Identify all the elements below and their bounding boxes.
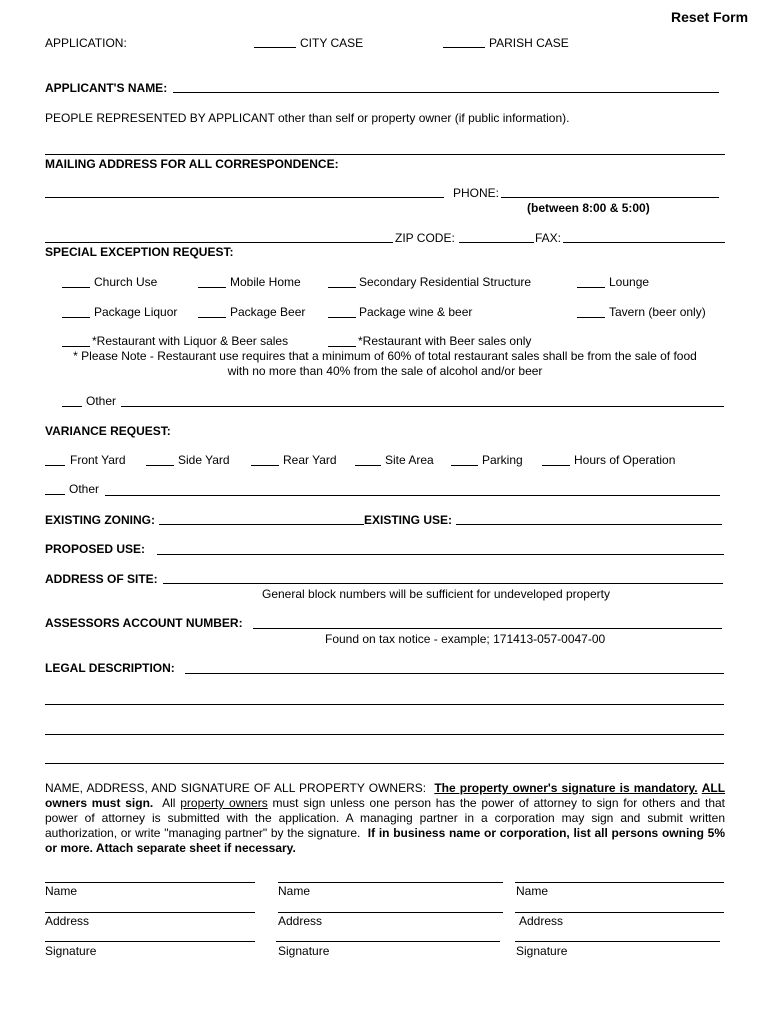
mailing-address-field-2[interactable] bbox=[45, 242, 393, 243]
owner1-name-label: Name bbox=[45, 884, 78, 898]
lounge-label: Lounge bbox=[609, 275, 650, 289]
owners-property-owners: property owners bbox=[180, 796, 268, 810]
owner2-name-label: Name bbox=[278, 884, 311, 898]
restaurant-note-line-2: with no more than 40% from the sale of alcohol and/or beer bbox=[227, 364, 543, 378]
hours-checkbox[interactable] bbox=[542, 454, 570, 466]
existing-use-field[interactable] bbox=[456, 524, 722, 525]
zip-code-label: ZIP CODE: bbox=[395, 231, 455, 245]
owner1-address-field[interactable] bbox=[45, 912, 255, 913]
church-use-checkbox[interactable] bbox=[62, 276, 90, 288]
owner3-signature-label: Signature bbox=[516, 944, 568, 958]
fax-field[interactable] bbox=[563, 242, 725, 243]
variance-other-checkbox[interactable] bbox=[45, 483, 65, 495]
site-area-checkbox[interactable] bbox=[355, 454, 381, 466]
owner3-address-label: Address bbox=[519, 914, 564, 928]
restaurant-liquor-beer-checkbox[interactable] bbox=[62, 335, 90, 347]
proposed-use-label: PROPOSED USE: bbox=[45, 542, 146, 556]
restaurant-note-line-1: * Please Note - Restaurant use requires that a minimum of 60% of total restaurant sales shall be from the sale of food bbox=[73, 349, 697, 363]
tavern-checkbox[interactable] bbox=[577, 306, 605, 318]
site-address-field[interactable] bbox=[163, 583, 723, 584]
special-other-field[interactable] bbox=[121, 406, 724, 407]
church-use-label: Church Use bbox=[94, 275, 158, 289]
legal-description-field-4[interactable] bbox=[45, 763, 724, 764]
legal-description-field-1[interactable] bbox=[185, 673, 724, 674]
owners-rest: must sign unless one person has the power of attorney to sign for others and that power of attorney is submitted with the application. A managing partner in a corporation may sign and submit written authorization, or write "managing partner" by the signature. bbox=[45, 796, 725, 840]
parking-label: Parking bbox=[482, 453, 523, 467]
parking-checkbox[interactable] bbox=[451, 454, 478, 466]
package-wine-beer-label: Package wine & beer bbox=[359, 305, 473, 319]
rear-yard-checkbox[interactable] bbox=[251, 454, 279, 466]
lounge-checkbox[interactable] bbox=[577, 276, 605, 288]
parish-case-field[interactable] bbox=[443, 36, 485, 48]
owner2-name-field[interactable] bbox=[278, 882, 503, 883]
mobile-home-checkbox[interactable] bbox=[198, 276, 226, 288]
existing-use-label: EXISTING USE: bbox=[364, 513, 453, 527]
owner2-signature-label: Signature bbox=[278, 944, 330, 958]
assessor-account-label: ASSESSORS ACCOUNT NUMBER: bbox=[45, 616, 243, 630]
special-exception-heading: SPECIAL EXCEPTION REQUEST: bbox=[45, 245, 234, 259]
secondary-residential-checkbox[interactable] bbox=[328, 276, 356, 288]
restaurant-beer-label: *Restaurant with Beer sales only bbox=[358, 334, 532, 348]
zip-code-field[interactable] bbox=[459, 242, 534, 243]
package-liquor-label: Package Liquor bbox=[94, 305, 178, 319]
phone-label: PHONE: bbox=[453, 186, 500, 200]
legal-description-field-3[interactable] bbox=[45, 734, 724, 735]
owner2-signature-field[interactable] bbox=[276, 941, 500, 942]
owner3-signature-field[interactable] bbox=[515, 941, 720, 942]
mobile-home-label: Mobile Home bbox=[230, 275, 301, 289]
side-yard-label: Side Yard bbox=[178, 453, 230, 467]
front-yard-checkbox[interactable] bbox=[45, 454, 65, 466]
assessor-account-field[interactable] bbox=[253, 628, 722, 629]
restaurant-beer-checkbox[interactable] bbox=[328, 335, 356, 347]
owner1-address-label: Address bbox=[45, 914, 90, 928]
owners-instructions bbox=[45, 781, 725, 856]
site-address-note: General block numbers will be sufficient for undeveloped property bbox=[262, 587, 610, 601]
package-beer-checkbox[interactable] bbox=[198, 306, 226, 318]
parish-case-label: PARISH CASE bbox=[489, 36, 569, 50]
owners-all-2: All bbox=[162, 796, 176, 810]
variance-heading: VARIANCE REQUEST: bbox=[45, 424, 171, 438]
variance-other-field[interactable] bbox=[105, 495, 720, 496]
package-wine-beer-checkbox[interactable] bbox=[328, 306, 356, 318]
special-other-label: Other bbox=[86, 394, 117, 408]
legal-description-label: LEGAL DESCRIPTION: bbox=[45, 661, 175, 675]
secondary-residential-label: Secondary Residential Structure bbox=[359, 275, 532, 289]
city-case-field[interactable] bbox=[254, 36, 296, 48]
existing-zoning-label: EXISTING ZONING: bbox=[45, 513, 156, 527]
owners-must-sign: owners must sign. bbox=[45, 796, 154, 810]
owner1-name-field[interactable] bbox=[45, 882, 255, 883]
applicant-name-field[interactable] bbox=[173, 92, 719, 93]
application-label: APPLICATION: bbox=[45, 36, 127, 50]
existing-zoning-field[interactable] bbox=[159, 524, 364, 525]
people-represented-label: PEOPLE REPRESENTED BY APPLICANT other than self or property owner (if public information). bbox=[45, 111, 570, 125]
reset-form-button[interactable]: Reset Form bbox=[671, 9, 749, 25]
owners-mandatory: The property owner's signature is mandatory. bbox=[434, 781, 698, 795]
applicant-name-label: APPLICANT'S NAME: bbox=[45, 81, 168, 95]
proposed-use-field[interactable] bbox=[157, 554, 724, 555]
owners-lead: NAME, ADDRESS, AND SIGNATURE OF ALL PROPERTY OWNERS: bbox=[45, 781, 427, 795]
fax-label: FAX: bbox=[535, 231, 562, 245]
assessor-account-note: Found on tax notice - example; 171413-057-0047-00 bbox=[325, 632, 606, 646]
owner1-signature-field[interactable] bbox=[45, 941, 255, 942]
phone-hours-note: (between 8:00 & 5:00) bbox=[527, 201, 650, 215]
rear-yard-label: Rear Yard bbox=[283, 453, 337, 467]
package-beer-label: Package Beer bbox=[230, 305, 306, 319]
site-address-label: ADDRESS OF SITE: bbox=[45, 572, 158, 586]
side-yard-checkbox[interactable] bbox=[146, 454, 174, 466]
mailing-address-field-1[interactable] bbox=[45, 197, 444, 198]
variance-other-label: Other bbox=[69, 482, 100, 496]
owner2-address-label: Address bbox=[278, 914, 323, 928]
site-area-label: Site Area bbox=[385, 453, 434, 467]
owner3-address-field[interactable] bbox=[515, 912, 724, 913]
special-other-checkbox[interactable] bbox=[62, 395, 82, 407]
hours-label: Hours of Operation bbox=[574, 453, 676, 467]
package-liquor-checkbox[interactable] bbox=[62, 306, 90, 318]
front-yard-label: Front Yard bbox=[70, 453, 126, 467]
restaurant-liquor-beer-label: *Restaurant with Liquor & Beer sales bbox=[92, 334, 289, 348]
phone-field[interactable] bbox=[501, 197, 719, 198]
owners-bold-end: If in business name or corporation, list all persons owning 5% or more. Attach separate sheet if necessary. bbox=[45, 826, 725, 855]
people-represented-field[interactable] bbox=[45, 154, 725, 155]
owners-all: ALL bbox=[701, 781, 726, 795]
owner3-name-field[interactable] bbox=[515, 882, 724, 883]
legal-description-field-2[interactable] bbox=[45, 704, 724, 705]
tavern-label: Tavern (beer only) bbox=[609, 305, 706, 319]
city-case-label: CITY CASE bbox=[300, 36, 364, 50]
mailing-address-label: MAILING ADDRESS FOR ALL CORRESPONDENCE: bbox=[45, 157, 339, 171]
owner1-signature-label: Signature bbox=[45, 944, 97, 958]
owner3-name-label: Name bbox=[516, 884, 549, 898]
owner2-address-field[interactable] bbox=[278, 912, 503, 913]
